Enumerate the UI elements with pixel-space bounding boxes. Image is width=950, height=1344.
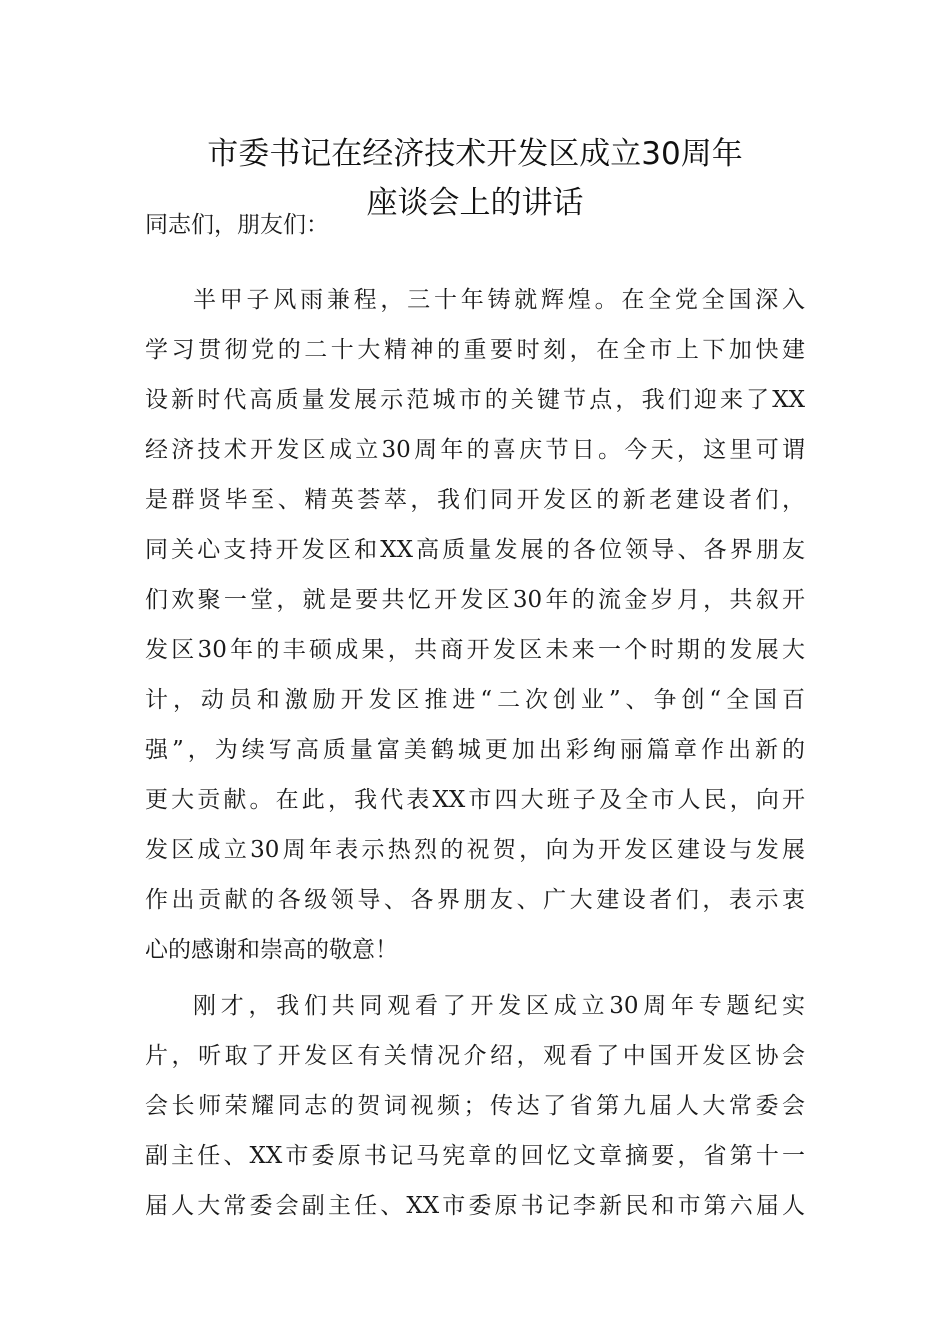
paragraph-1-line: 学习贯彻党的二十大精神的重要时刻，在全市上下加快建 (145, 337, 805, 363)
paragraph-2-line: 刚才，我们共同观看了开发区成立30周年专题纪实 (193, 993, 805, 1019)
document-title-line-2: 座谈会上的讲话 (366, 185, 584, 221)
paragraph-2-line: 副主任、XX市委原书记马宪章的回忆文章摘要，省第十一 (145, 1143, 805, 1169)
paragraph-1-line: 心的感谢和崇高的敬意！ (145, 937, 398, 963)
paragraph-1-line: 们欢聚一堂，就是要共忆开发区30年的流金岁月，共叙开 (145, 587, 805, 613)
paragraph-1-line: 同关心支持开发区和XX高质量发展的各位领导、各界朋友 (145, 537, 805, 563)
paragraph-1-line: 是群贤毕至、精英荟萃，我们同开发区的新老建设者们， (145, 487, 805, 513)
paragraph-1-line: 发区成立30周年表示热烈的祝贺，向为开发区建设与发展 (145, 837, 805, 863)
paragraph-1-line: 计，动员和激励开发区推进“二次创业”、争创“全国百 (145, 687, 805, 713)
paragraph-2-line: 片，听取了开发区有关情况介绍，观看了中国开发区协会 (145, 1043, 805, 1069)
document-title-line-1: 市委书记在经济技术开发区成立30周年 (207, 136, 743, 172)
paragraph-2-line: 会长师荣耀同志的贺词视频；传达了省第九届人大常委会 (145, 1093, 805, 1119)
paragraph-1-line: 半甲子风雨兼程，三十年铸就辉煌。在全党全国深入 (193, 287, 805, 313)
paragraph-1-line: 设新时代高质量发展示范城市的关键节点，我们迎来了XX (145, 387, 805, 413)
paragraph-1-line: 作出贡献的各级领导、各界朋友、广大建设者们，表示衷 (145, 887, 805, 913)
paragraph-2-line: 届人大常委会副主任、XX市委原书记李新民和市第六届人 (145, 1193, 805, 1219)
paragraph-1-line: 更大贡献。在此，我代表XX市四大班子及全市人民，向开 (145, 787, 805, 813)
paragraph-1-line: 强”，为续写高质量富美鹤城更加出彩绚丽篇章作出新的 (145, 737, 805, 763)
salutation: 同志们，朋友们： (145, 212, 329, 238)
paragraph-1-line: 经济技术开发区成立30周年的喜庆节日。今天，这里可谓 (145, 437, 805, 463)
paragraph-1-line: 发区30年的丰硕成果，共商开发区未来一个时期的发展大 (145, 637, 805, 663)
